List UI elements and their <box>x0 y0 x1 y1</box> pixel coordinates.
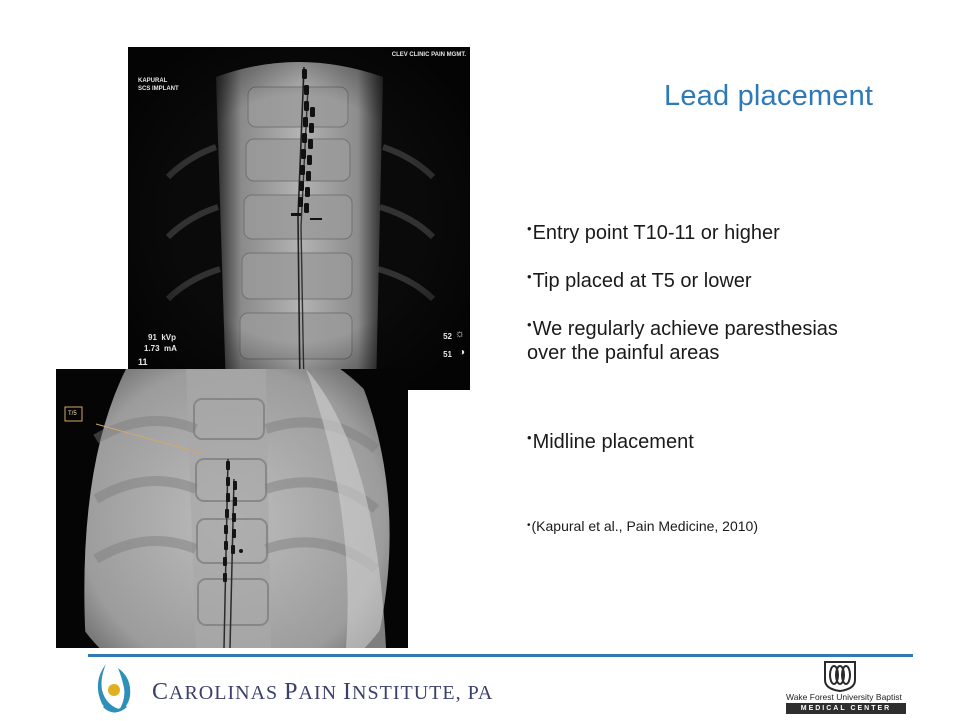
slide-title: Lead placement <box>664 80 874 112</box>
xray-header-right: CLEV CLINIC PAIN MGMT. <box>391 52 466 58</box>
cpi-name-part: AROLINAS <box>169 682 285 704</box>
bullet-text: Midline placement <box>532 431 694 453</box>
xray-level-tag: T/5 <box>68 411 77 417</box>
cpi-name-part: P <box>284 679 299 705</box>
xray-patient-line1: KAPURAL <box>138 78 168 84</box>
bullet-glyph: • <box>527 221 532 236</box>
wake-forest-name: Wake Forest University Baptist <box>786 692 902 702</box>
xray-kvp-unit: kVp <box>161 333 177 342</box>
wake-forest-shield-icon <box>822 660 858 692</box>
cpi-name-part: I <box>343 679 353 705</box>
xray-image-top <box>128 47 470 390</box>
xray-image-bottom <box>56 369 408 648</box>
contrast-icon: ◑ <box>458 347 465 358</box>
bullet-text: Entry point T10-11 or higher <box>532 222 780 244</box>
cpi-org-name <box>152 679 493 706</box>
bullet-glyph: • <box>527 430 532 445</box>
xray-top-graphic <box>128 47 470 390</box>
cpi-logo-icon <box>88 660 140 716</box>
cpi-name-part: AIN <box>298 682 344 704</box>
cpi-figure-logo <box>88 660 140 716</box>
xray-contrast-value: 51 <box>443 350 452 359</box>
bullet-citation <box>527 517 927 535</box>
wake-forest-shield-logo <box>822 660 858 692</box>
bullet-text: Tip placed at T5 or lower <box>532 270 752 292</box>
xray-bottom-graphic <box>56 369 408 648</box>
bullet-glyph: • <box>527 317 532 332</box>
bullet-item-4 <box>527 426 927 454</box>
bullet-text: We regularly achieve paresthesias over the painful areas <box>527 318 838 364</box>
xray-ma-value: 1.73 <box>144 344 160 353</box>
bullet-item-3 <box>527 313 857 365</box>
bullet-glyph: • <box>527 520 531 531</box>
xray-frame-number: 11 <box>138 357 148 367</box>
bullet-glyph: • <box>527 269 532 284</box>
citation-text: (Kapural et al., Pain Medicine, 2010) <box>531 518 758 534</box>
xray-brightness-value: 52 <box>443 332 452 341</box>
cpi-name-part: C <box>152 679 170 705</box>
bullet-item-1 <box>527 217 927 245</box>
bullet-item-2 <box>527 265 927 293</box>
xray-kvp-value: 91 <box>148 333 157 342</box>
xray-ma-readout <box>144 345 177 352</box>
footer-divider <box>88 654 913 657</box>
xray-patient-line2: SCS IMPLANT <box>138 86 179 92</box>
wake-forest-subtitle: MEDICAL CENTER <box>786 703 906 714</box>
cpi-name-part: NSTITUTE, PA <box>352 682 494 704</box>
brightness-icon: ☼ <box>454 328 465 340</box>
xray-ma-unit: mA <box>164 344 177 353</box>
xray-kvp-readout <box>148 334 176 341</box>
